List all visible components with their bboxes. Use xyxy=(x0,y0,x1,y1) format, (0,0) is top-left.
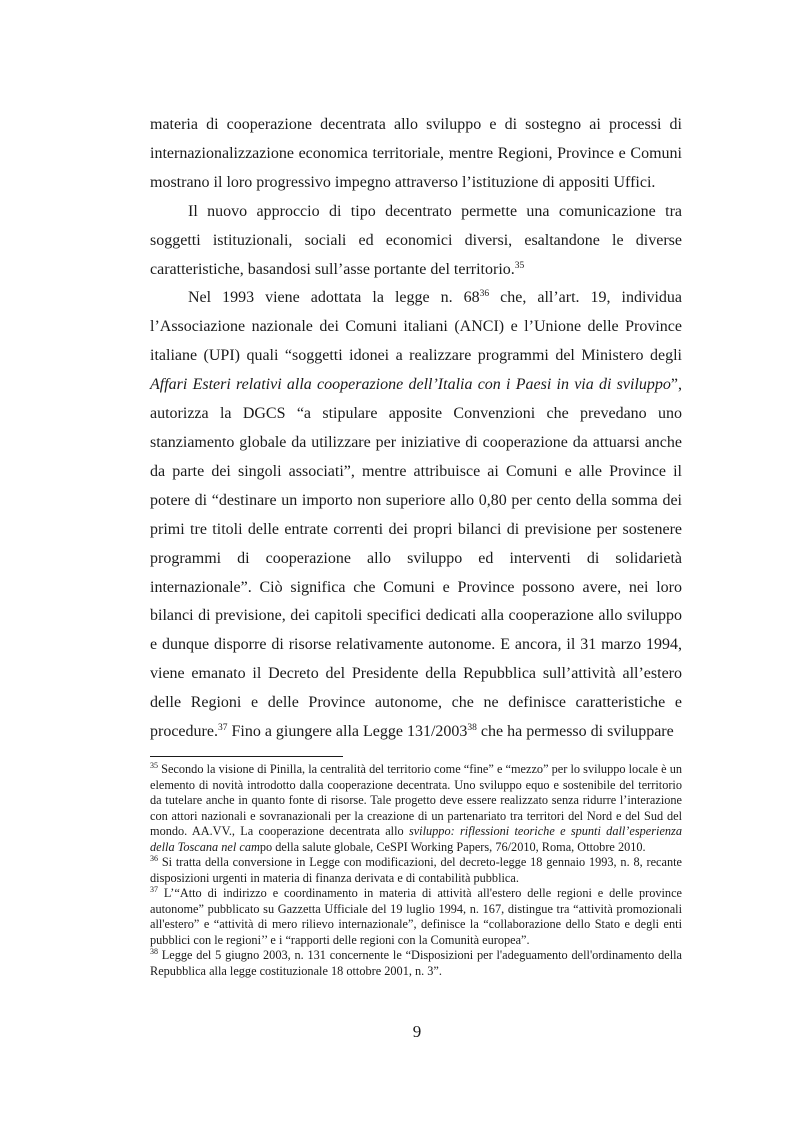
paragraph-3: Nel 1993 viene adottata la legge n. $68^{36}$ che, all’art. 19, individua l’Associazione nazionale dei Comuni italiani (ANCI) e l’Unione delle Province italiane (UPI) quali “soggetti idonei a realizzare programmi del Ministero degli Affari Esteri relativi alla cooperazione dell’Italia con i Paesi in via di sviluppo”, autorizza la DGCS “a stipulare apposite Convenzioni che prevedano uno stanziamento globale da utilizzare per iniziative di cooperazione da attuarsi anche da parte dei singoli associati”, mentre attribuisce ai Comuni e alle Province il potere di “destinare un importo non superiore allo 0,80 per cento della somma dei primi tre titoli delle entrate correnti dei propri bilanci di previsione per sostenere programmi di cooperazione allo sviluppo ed interventi di solidarietà internazionale”. Ciò significa che Comuni e Province possono avere, nei loro bilanci di previsione, dei capitoli specifici dedicati alla cooperazione allo sviluppo e dunque disporre di risorse relativamente autonome. E ancora, il 31 marzo 1994, viene emanato il Decreto del Presidente della Repubblica sull’attività all’estero delle Regioni e delle Province autonome, che ne definisce caratteristiche e procedure.$^{37}$ Fino a giungere alla Legge 131/2003$^{38}$ che ha permesso di sviluppare xyxy=(150,289,682,741)
footnote-ref-37[interactable]: 37 xyxy=(217,723,228,734)
footnote-36: $^{36}$ Si tratta della conversione in Legge con modificazioni, del decreto-legge 18 gennaio 1993, n. 8, recante disposizioni urgenti in materia di finanza derivata e di contabilità pubblica. xyxy=(150,854,682,885)
footnote-35: $^{35}$ Secondo la visione di Pinilla, la centralità del territorio come “fine” e “mezzo” per lo sviluppo locale è un elemento di novità introdotto dalla cooperazione decentrata. Uno sviluppo equo e sostenibile del territorio da tutelare anche in quanto fonte di risorse. Tale progetto deve essere realizzato senza ridurre l’interazione con attori nazionali e sovranazionali per la creazione di un partenariato tra territori del Nord e del Sud del mondo. AA.VV., La cooperazione decentrata allo sviluppo: riflessioni teoriche e spunti dall’esperienza della Toscana nel campo della salute globale, CeSPI Working Papers, 76/2010, Roma, Ottobre 2010. xyxy=(150,761,682,854)
paragraph-1: materia di cooperazione decentrata allo sviluppo e di sostegno ai processi di internazionalizzazione economica territoriale, mentre Regioni, Province e Comuni mostrano il loro progressivo impegno attraverso l’istituzione di appositi Uffici. xyxy=(150,116,682,191)
footnote-ref-36[interactable]: 36 xyxy=(479,289,490,300)
footnote-ref-38[interactable]: 38 xyxy=(467,723,477,734)
italic-ministry-name: Affari Esteri relativi alla cooperazione dell’Italia con i Paesi in via di sviluppo xyxy=(150,376,671,394)
footnote-38: $^{38}$ Legge del 5 giugno 2003, n. 131 concernente le “Disposizioni per l'adeguamento dell'ordinamento della Repubblica alla legge costituzionale 18 ottobre 2001, n. 3”. xyxy=(150,947,682,978)
footnote-separator xyxy=(150,756,343,757)
footnotes xyxy=(150,762,682,979)
footnote-37: $^{37}$ L’“Atto di indirizzo e coordinamento in materia di attività all'estero delle regioni e delle province autonome” pubblicato su Gazzetta Ufficiale del 19 luglio 1994, n. 167, distingue tra “attività promozionali all'estero” e “attività di mero rilievo internazionale”, definisce la “collaborazione dello Stato e degli enti pubblici con le regioni’’ e i “rapporti delle regioni con la Comunità europea”. xyxy=(150,885,682,947)
footnote-ref-35[interactable]: 35 xyxy=(514,260,525,271)
paragraph-2: Il nuovo approccio di tipo decentrato permette una comunicazione tra soggetti istituzionali, sociali ed economici diversi, esaltandone le diverse caratteristiche, basandosi sull’asse portante del territorio.$^{35}$ xyxy=(150,202,682,278)
page-number: 9 xyxy=(412,1022,422,1041)
body-text xyxy=(150,111,682,747)
